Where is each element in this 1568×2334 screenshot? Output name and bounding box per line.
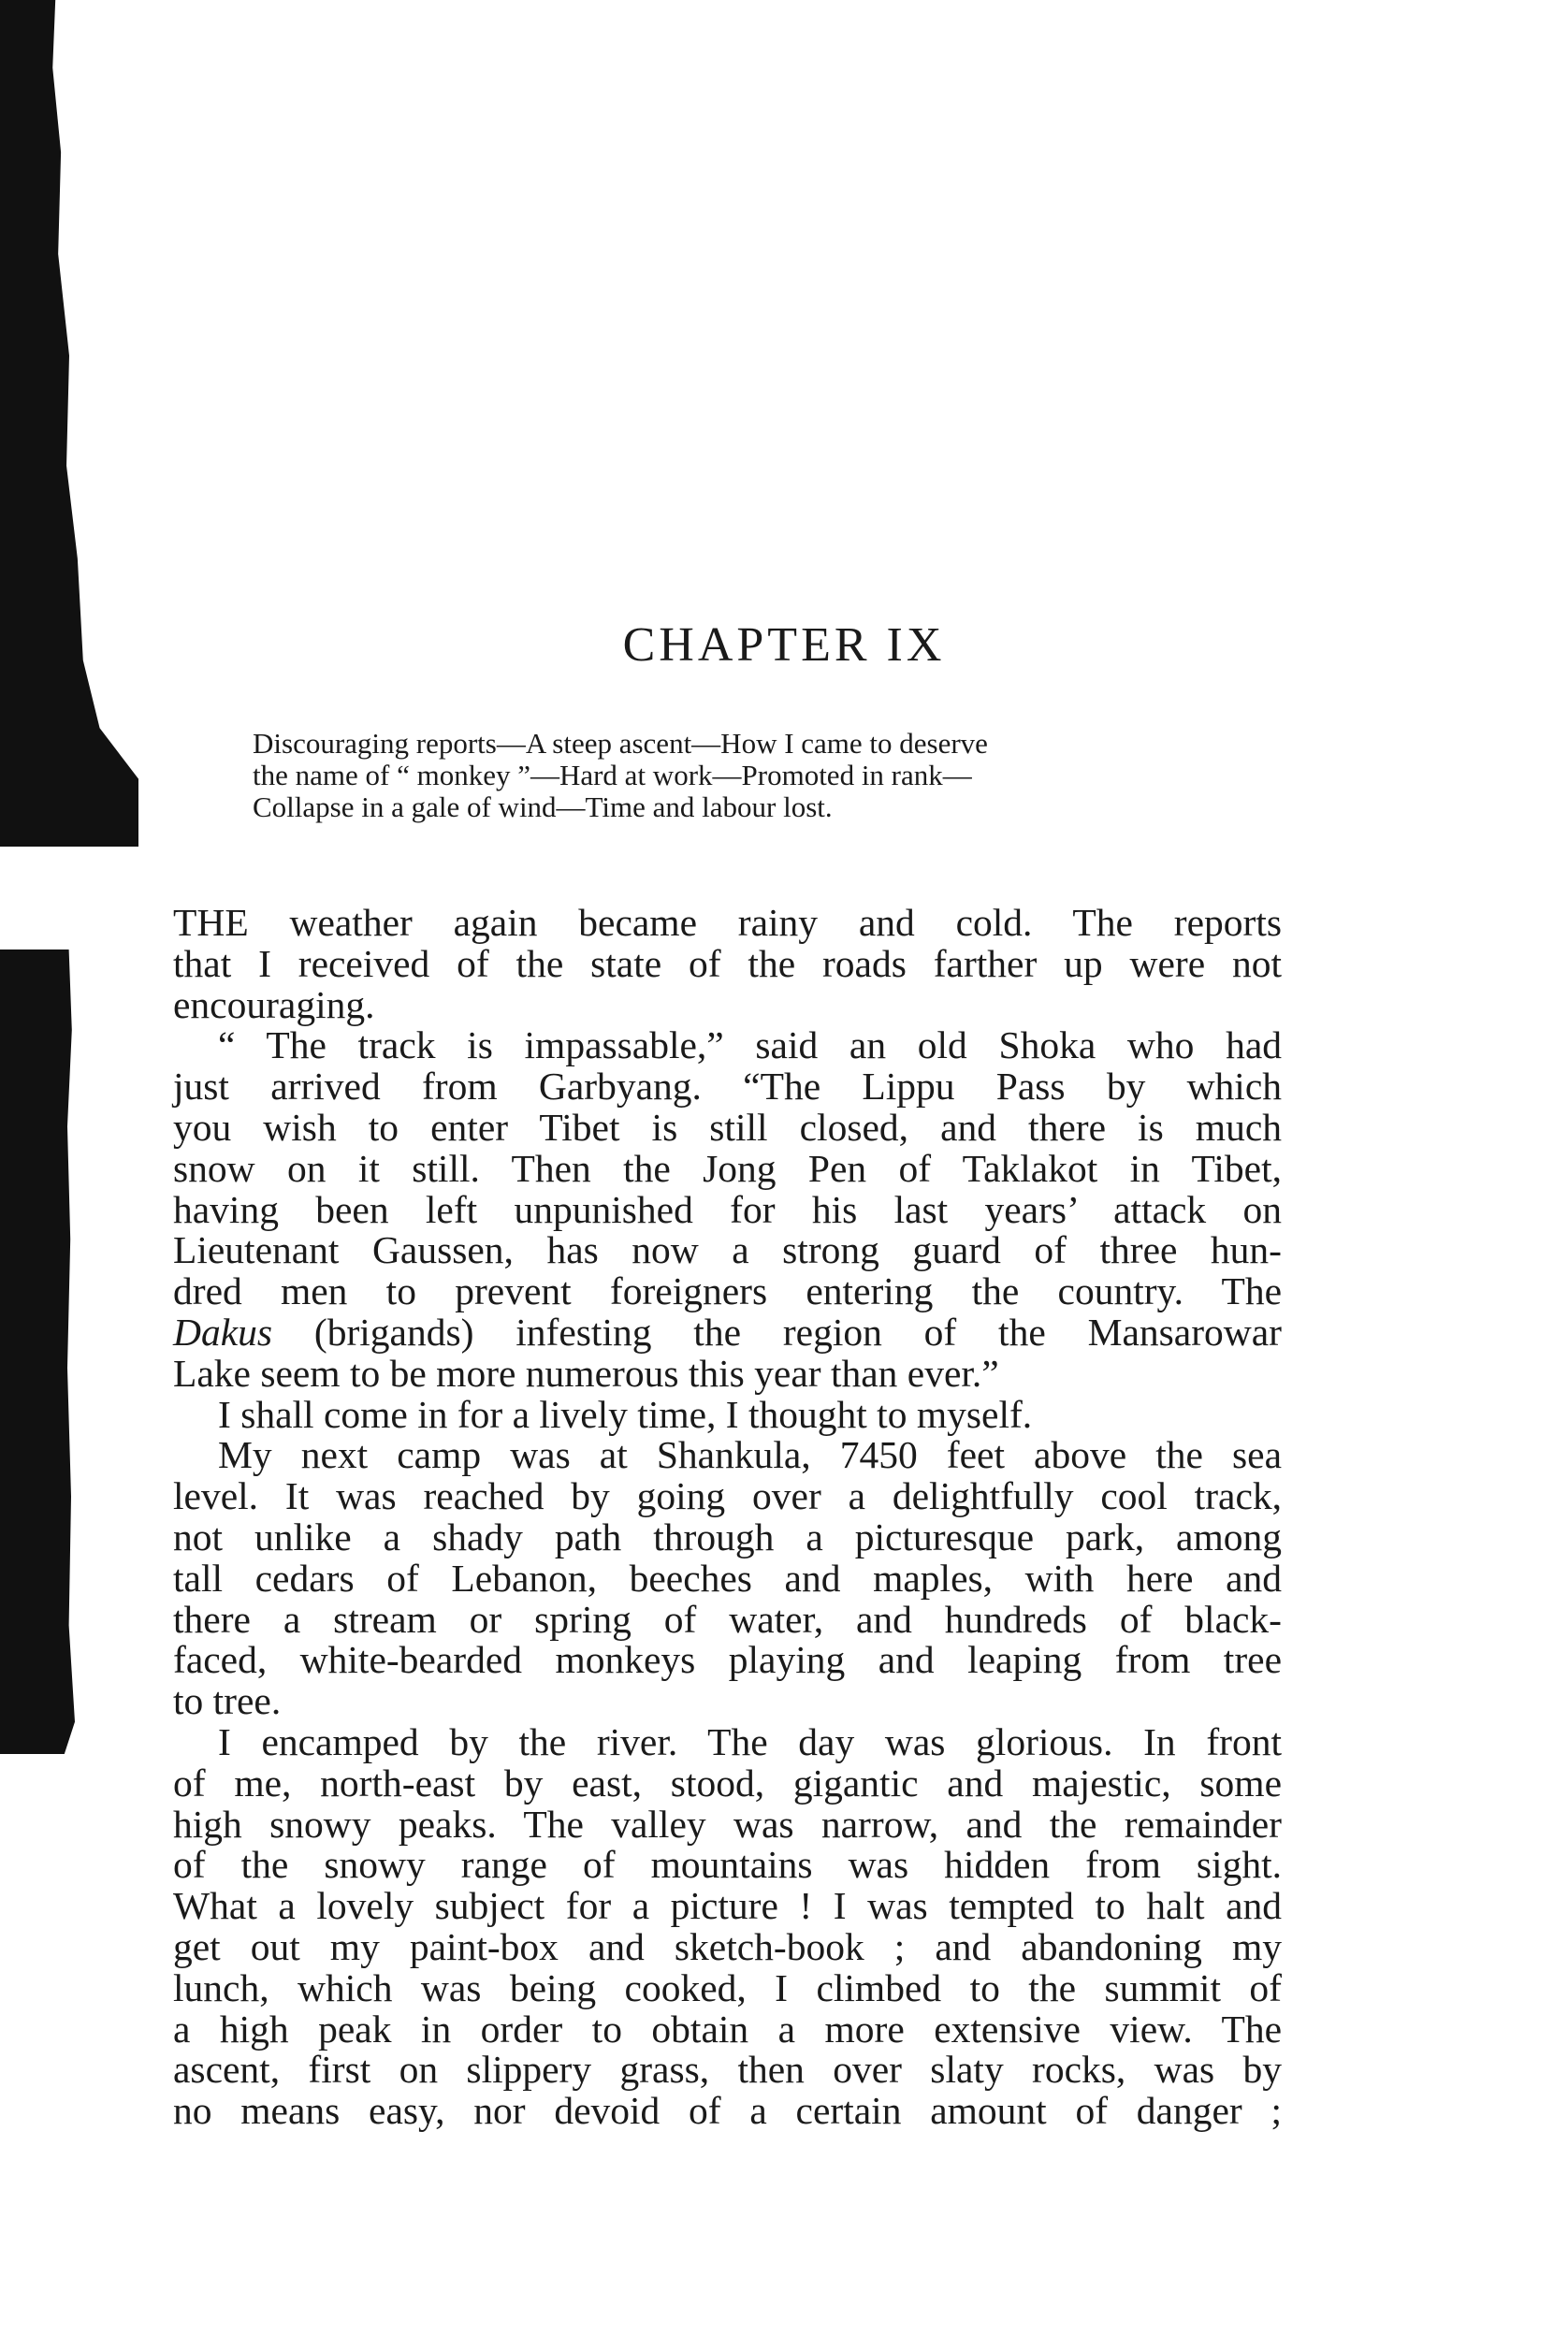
body-line: you wish to enter Tibet is still closed, and there is much [173, 1105, 1282, 1149]
chapter-body [173, 903, 1282, 2132]
body-line [173, 1312, 1282, 1354]
body-line: encouraging. [173, 982, 375, 1026]
body-line: just arrived from Garbyang. “The Lippu Pass by which [173, 1065, 1282, 1109]
body-line: a high peak in order to obtain a more extensive view. The [173, 2007, 1282, 2051]
body-line: get out my paint-box and sketch-book ; and abandoning my [173, 1924, 1282, 1968]
body-line: Lake seem to be more numerous this year than ever.” [173, 1351, 999, 1395]
opening-words: T [173, 901, 197, 944]
body-line: high snowy peaks. The valley was narrow, and the remainder [173, 1802, 1282, 1846]
body-line: level. It was reached by going over a delightfully cool track, [173, 1474, 1282, 1518]
body-line: faced, white-bearded monkeys playing and leaping from tree [173, 1638, 1282, 1682]
body-line: of the snowy range of mountains was hidden from sight. [173, 1843, 1282, 1887]
body-line: “ The track is impassable,” said an old Shoka who had [218, 1023, 1282, 1067]
opening-word-tail: HE [196, 901, 249, 944]
scan-shadow-top [0, 0, 138, 847]
body-line: lunch, which was being cooked, I climbed to the summit of [173, 1965, 1282, 2009]
body-line: to tree. [173, 1679, 282, 1723]
body-line: there a stream or spring of water, and hundreds of black- [173, 1597, 1282, 1641]
chapter-title: CHAPTER IX [622, 618, 946, 672]
body-line-rest: (brigands) infesting the region of the Mansarowar [313, 1310, 1283, 1354]
body-line: having been left unpunished for his last years’ attack on [173, 1187, 1282, 1231]
body-line [173, 903, 1282, 944]
body-line: Lieutenant Gaussen, has now a strong guard of three hun- [173, 1228, 1282, 1272]
opening-rest [196, 901, 1282, 944]
body-line: that I received of the state of the roads farther up were not [173, 941, 1282, 985]
body-line: I shall come in for a lively time, I thought to myself. [218, 1392, 1033, 1436]
body-line: of me, north-east by east, stood, gigantic and majestic, some [173, 1761, 1282, 1805]
italic-term: Dakus [173, 1310, 273, 1354]
chapter-summary [253, 728, 1216, 823]
body-line: I encamped by the river. The day was glorious. In front [218, 1719, 1282, 1763]
body-line: tall cedars of Lebanon, beeches and maples, with here and [173, 1556, 1282, 1600]
body-line: What a lovely subject for a picture ! I was tempted to halt and [173, 1884, 1282, 1928]
opening-line-text: weather again became rainy and cold. The reports [248, 901, 1282, 944]
body-line: dred men to prevent foreigners entering the country. The [173, 1269, 1282, 1313]
summary-line: the name of “ monkey ”—Hard at work—Promoted in rank— [253, 759, 972, 791]
body-line: snow on it still. Then the Jong Pen of Taklakot in Tibet, [173, 1146, 1282, 1190]
body-line: ascent, first on slippery grass, then over slaty rocks, was by [173, 2048, 1282, 2092]
summary-line: Discouraging reports—A steep ascent—How I came to deserve [253, 727, 988, 760]
body-line: My next camp was at Shankula, 7450 feet above the sea [218, 1433, 1282, 1477]
summary-line: Collapse in a gale of wind—Time and labour lost. [253, 790, 833, 823]
body-line: not unlike a shady path through a picturesque park, among [173, 1515, 1282, 1558]
scan-shadow-bottom [0, 950, 75, 1754]
body-line: no means easy, nor devoid of a certain amount of danger ; [173, 2089, 1282, 2133]
